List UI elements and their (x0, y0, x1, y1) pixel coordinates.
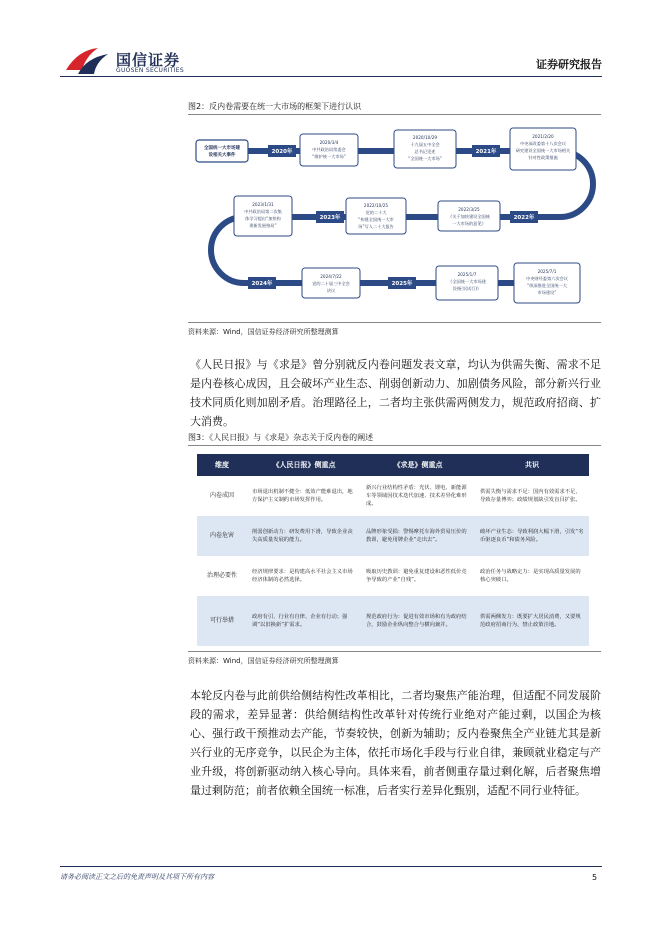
timeline-diagram (188, 118, 603, 318)
event-text: “纵深推进全国统一大 (527, 283, 567, 288)
figure2-title: 图2：反内卷需要在统一大市场的框架下进行认识 (188, 102, 362, 111)
event-text: 2020/10/29 (412, 135, 438, 140)
year-label: 2023年 (319, 215, 341, 221)
event-text: 《全国统一大市场建 (448, 279, 486, 284)
figure2-bottom-rule (188, 322, 601, 323)
cell-dimension: 可行举措 (197, 596, 247, 646)
cell-qiushi: 规范政府行为：促进有效市场和有为政府结合，鼓励企业纵向整合与横向兼并。 (361, 596, 475, 646)
cell-rmrb: 市场退出机制不健全：低效产能难退出，地方保护主义制约市场发挥作用。 (247, 476, 361, 516)
figure2-source: 资料来源：Wind，国信证券经济研究所整理测算 (188, 328, 339, 336)
event-text: 场”写入二十大报告 (358, 224, 394, 229)
table-row (197, 596, 589, 646)
header-consensus: 共识 (475, 454, 589, 476)
event-text: 2024/7/22 (320, 274, 342, 279)
event-text: 决议 (326, 288, 336, 293)
event-text: 2023/1/31 (252, 202, 274, 207)
cell-rmrb: 政府有引、行业有自律、企业有行动；强调“以旧换新”扩需求。 (247, 596, 361, 646)
event-text: 市场建设” (537, 290, 557, 295)
figure3-bottom-rule (188, 651, 601, 652)
start-box-line: 设相关大事件 (208, 153, 236, 158)
table-row (197, 556, 589, 596)
start-box (196, 140, 248, 162)
cell-dimension: 内卷成因 (197, 476, 247, 516)
event-text: 中共政治局第二次集 (244, 209, 282, 214)
event-text: 党的二十届三中全会 (312, 281, 350, 286)
header-rule (60, 76, 602, 77)
cell-rmrb: 削弱创新动力：研发费用下滑，导致企业丧失高质量发展的能力。 (247, 516, 361, 556)
paragraph-2: 本轮反内卷与此前供给侧结构性改革相比，二者均聚焦产能治理，但适配不同发展阶段的需求，差异显著：供给侧结构性改革针对传统行业绝对产能过剩，以国企为核心、强行政干预推动去产能，节奏较快，创新为辅助；反内卷聚焦全产业链尤其是新兴行业的无序竞争，以民企为主体，依托市场化手段与行业自律，兼顾就业稳定与产业升级，将创新驱动纳入核心导向。具体来看，前者侧重存量过剩化解，后者聚焦增量过剩防范；前者依赖全国统一标准，后者实行差异化甄别，适配不同行业特征。 (190, 689, 601, 797)
event-text: 体学习提出“加快构 (245, 216, 281, 221)
event-text: 2020/3/4 (319, 140, 339, 145)
year-label: 2022年 (513, 215, 535, 221)
cell-qiushi: 品牌形象受损：警惕摩托车海外贸易压价的教训，避免用牌企业“走出去”。 (361, 516, 475, 556)
event-text: 总书记论述 (414, 149, 436, 154)
year-label: 2024年 (251, 281, 273, 287)
event-text: 建新发展格局” (249, 223, 277, 228)
event-text: 《关于加快建设全国统 (448, 214, 490, 219)
event-text: 十九届五中全会 (410, 142, 440, 147)
cell-dimension: 内卷危害 (197, 516, 247, 556)
figure3-source: 资料来源：Wind，国信证券经济研究所整理测算 (188, 657, 339, 665)
event-text: 2025/1/7 (457, 272, 477, 277)
cell-consensus: 政治任务与战略定力：是实现高质量发展的核心突破口。 (475, 556, 589, 596)
event-text: “构建全国统一大市 (358, 217, 394, 222)
header-dimension: 维度 (197, 454, 247, 476)
footer-disclaimer: 请务必阅读正文之后的免责声明及其项下所有内容 (60, 873, 214, 881)
table-row (197, 516, 589, 556)
figure2-top-rule (188, 114, 601, 115)
report-type: 证券研究报告 (536, 58, 602, 71)
cell-dimension: 治理必要性 (197, 556, 247, 596)
cell-rmrb: 经济规律要求：是构建高水平社会主义市场经济体制的必然选择。 (247, 556, 361, 596)
table-header-row (197, 454, 589, 476)
event-text: 中央财经委第六次会议 (526, 276, 568, 281)
year-label: 2021年 (475, 149, 497, 155)
guosen-logo (64, 44, 112, 78)
event-text: 2022/10/25 (363, 203, 389, 208)
event-text: 中共政治局常委会 (312, 147, 346, 152)
cell-consensus: 破坏产业生态：导致利润大幅下滑，引发“劣币驱逐良币”和债务风险。 (475, 516, 589, 556)
brand-name-cn: 国信证券 (116, 51, 181, 69)
year-label: 2025年 (391, 281, 413, 287)
cell-consensus: 供需两侧发力：既要扩大居民消费，又要规范政府招商行为，禁止政策洼地。 (475, 596, 589, 646)
event-text: 针对性政策措施 (528, 155, 558, 160)
figure3-title: 图3：《人民日报》与《求是》杂志关于反内卷的阐述 (188, 433, 374, 442)
event-text: 研究建设全国统一大市场相关 (515, 148, 571, 153)
paragraph-1: 《人民日报》与《求是》曾分别就反内卷问题发表文章，均认为供需失衡、需求不足是内卷核心成因，且会破坏产业生态、削弱创新动力、加剧债务风险，部分新兴行业技术同质化则加剧矛盾。治理路径上，二者均主张供需两侧发力，规范政府招商、扩大消费。 (190, 358, 601, 428)
event-text: 中央深改委第十八次会议 (519, 141, 567, 146)
event-text: 2022/3/25 (458, 207, 480, 212)
event-text: 设指引(试行)》 (452, 286, 482, 291)
comparison-table (197, 454, 589, 646)
footer-rule (60, 866, 602, 867)
event-text: 一大市场的意见》 (452, 221, 486, 226)
brand-name-en: GUOSEN SECURITIES (116, 67, 185, 74)
header-rmrb: 《人民日报》侧重点 (247, 454, 361, 476)
cell-consensus: 供需失衡与需求不足：国内有效需求不足，导致存量博弈；政绩规划缺引发盲目扩张。 (475, 476, 589, 516)
start-box-line: 全国统一大市场建 (204, 146, 240, 151)
table-row (197, 476, 589, 516)
event-text: “全国统一大市场” (408, 156, 442, 161)
page-number: 5 (592, 873, 598, 882)
event-text: 2025/7/1 (537, 269, 557, 274)
cell-qiushi: 新兴行业结构性矛盾：光伏、锂电、新能源车等领域因技术迭代加速、技术差异化难形成。 (361, 476, 475, 516)
figure3-top-rule (188, 445, 601, 446)
year-label: 2020年 (271, 149, 293, 155)
cell-qiushi: 吸取历史教训：避免重复建设和恶性低价竞争导致的产业“自残”。 (361, 556, 475, 596)
event-text: “维护统一大市场” (312, 154, 346, 159)
event-text: 2021/2/20 (532, 134, 554, 139)
header-qiushi: 《求是》侧重点 (361, 454, 475, 476)
event-text: 党的二十大 (365, 210, 387, 215)
